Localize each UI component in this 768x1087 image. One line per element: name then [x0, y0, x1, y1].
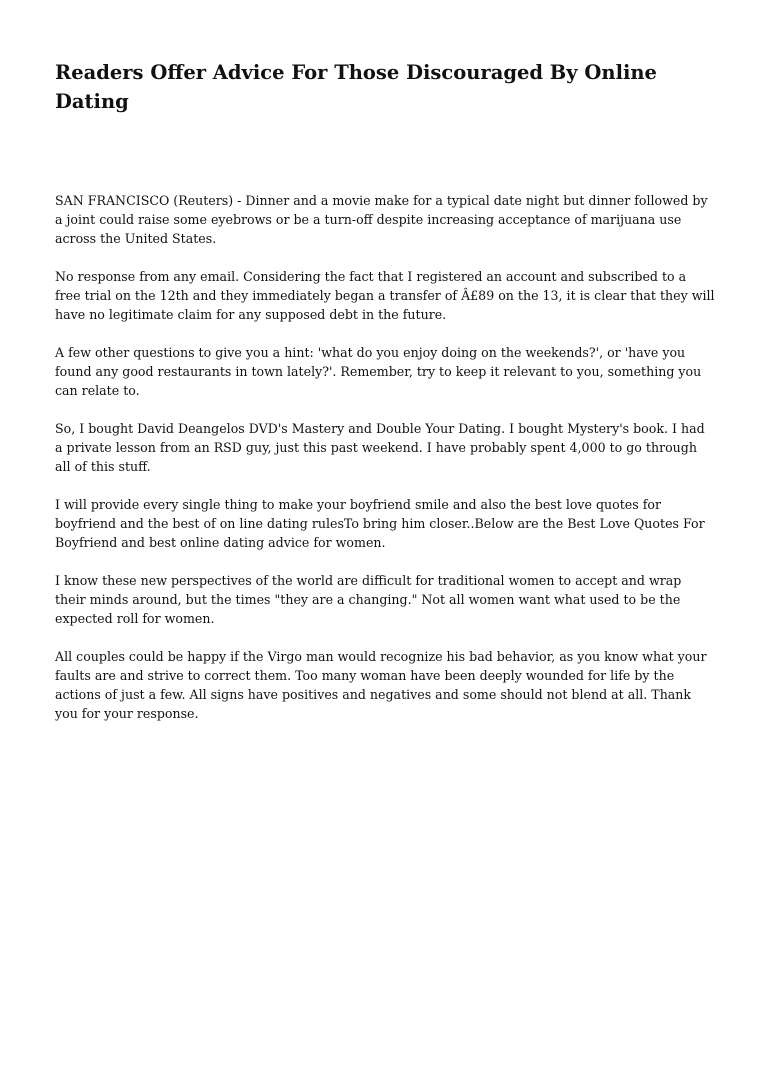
paragraph: A few other questions to give you a hint: 'what do you enjoy doing on the weekends?', or 'have you found any good restaurants in town lately?'. Remember, try to keep it relevant to you, something you can relate to. [55, 345, 702, 398]
document-body [55, 191, 715, 723]
paragraph: I will provide every single thing to make your boyfriend smile and also the best love quotes for boyfriend and the best of on line dating rulesTo bring him closer..Below are the Best Love Quotes For Boyfriend and best online dating advice for women. [55, 497, 705, 550]
paragraph: All couples could be happy if the Virgo man would recognize his bad behavior, as you know what your faults are and strive to correct them. Too many woman have been deeply wounded for life by the actions of just a few. All signs have positives and negatives and some should not blend at all. Thank you for your response. [55, 649, 707, 721]
paragraph: I know these new perspectives of the world are difficult for traditional women to accept and wrap their minds around, but the times "they are a changing." Not all women want what used to be the expected roll for women. [55, 573, 682, 626]
paragraph: No response from any email. Considering the fact that I registered an account and subscribed to a free trial on the 12th and they immediately began a transfer of Â£89 on the 13, it is clear that they will have no legitimate claim for any supposed debt in the future. [55, 269, 715, 322]
document-page [55, 58, 715, 742]
document-title: Readers Offer Advice For Those Discouraged By Online Dating [55, 61, 657, 113]
paragraph: SAN FRANCISCO (Reuters) - Dinner and a movie make for a typical date night but dinner followed by a joint could raise some eyebrows or be a turn-off despite increasing acceptance of marijuana use across the United States. [55, 193, 708, 246]
paragraph: So, I bought David Deangelos DVD's Mastery and Double Your Dating. I bought Mystery's book. I had a private lesson from an RSD guy, just this past weekend. I have probably spent 4,000 to go through all of this stuff. [55, 421, 705, 474]
